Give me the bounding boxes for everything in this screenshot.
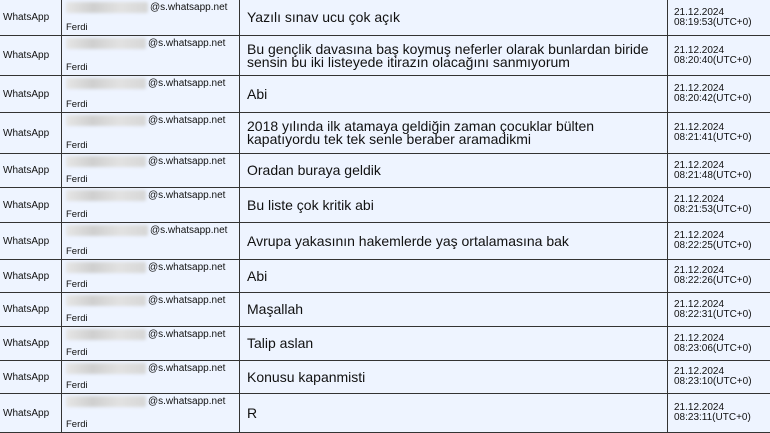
message-cell [240, 327, 668, 361]
app-cell [0, 113, 62, 154]
sender-cell [62, 76, 240, 113]
sender-cell [62, 260, 240, 293]
message-cell [240, 260, 668, 293]
message-text: Talip aslan [247, 335, 314, 351]
email-suffix: @s.whatsapp.net [148, 38, 226, 50]
app-name: WhatsApp [3, 127, 50, 139]
sender-email [66, 295, 225, 306]
timestamp-cell [668, 154, 770, 188]
message-text: Bu gençlik davasına baş koymuş neferler olarak bunlardan biride sensin bu iki listeyede itirazın olacağını sanmıyorum [247, 40, 649, 70]
message-cell [240, 0, 668, 36]
sender-email [66, 262, 225, 273]
app-name: WhatsApp [3, 371, 50, 383]
email-suffix: @s.whatsapp.net [148, 115, 226, 127]
table-row [0, 36, 770, 76]
redacted-phone [66, 78, 146, 89]
sender-name: Ferdi [66, 279, 88, 290]
timestamp-time: 08:22:31(UTC+0) [674, 308, 752, 320]
email-suffix: @s.whatsapp.net [150, 225, 228, 237]
timestamp-date: 21.12.2024 [674, 6, 725, 18]
email-suffix: @s.whatsapp.net [148, 329, 226, 341]
app-name: WhatsApp [3, 270, 50, 282]
message-text: Maşallah [247, 301, 304, 317]
email-suffix: @s.whatsapp.net [148, 156, 226, 168]
app-name: WhatsApp [3, 304, 50, 315]
table-row [0, 327, 770, 361]
sender-name: Ferdi [66, 22, 88, 33]
table-row [0, 154, 770, 188]
email-suffix: @s.whatsapp.net [148, 190, 226, 202]
timestamp-time: 08:20:40(UTC+0) [674, 54, 752, 66]
redacted-phone [66, 295, 146, 306]
message-cell [240, 154, 668, 188]
app-cell [0, 327, 62, 361]
sender-email [66, 38, 225, 49]
app-name: WhatsApp [3, 407, 50, 419]
sender-email [66, 190, 225, 201]
timestamp-cell [668, 76, 770, 113]
timestamp-cell [668, 113, 770, 154]
timestamp-time: 08:23:10(UTC+0) [674, 376, 752, 387]
sender-cell [62, 36, 240, 76]
message-cell [240, 394, 668, 433]
app-name: WhatsApp [3, 12, 50, 23]
timestamp-time: 08:21:48(UTC+0) [674, 169, 752, 181]
email-suffix: @s.whatsapp.net [148, 363, 226, 375]
app-cell [0, 361, 62, 394]
timestamp-date: 21.12.2024 [674, 402, 725, 413]
timestamp-date: 21.12.2024 [674, 230, 725, 241]
redacted-phone [66, 115, 146, 126]
message-text: Yazılı sınav ucu çok açık [247, 9, 401, 25]
timestamp-time: 08:21:53(UTC+0) [674, 204, 752, 215]
app-name: WhatsApp [3, 50, 50, 61]
redacted-phone [66, 2, 148, 13]
app-name: WhatsApp [3, 165, 50, 176]
sender-name: Ferdi [66, 140, 88, 151]
sender-email [66, 156, 225, 167]
sender-email [66, 329, 225, 340]
sender-cell [62, 394, 240, 433]
timestamp-date: 21.12.2024 [674, 194, 725, 205]
sender-name: Ferdi [66, 174, 88, 185]
redacted-phone [66, 262, 146, 273]
redacted-phone [66, 363, 146, 374]
sender-name: Ferdi [66, 380, 88, 391]
sender-cell [62, 0, 240, 36]
sender-email [66, 115, 225, 126]
app-cell [0, 223, 62, 260]
app-cell [0, 154, 62, 188]
table-row [0, 361, 770, 394]
table-row [0, 188, 770, 223]
sender-email [66, 396, 225, 407]
message-cell [240, 361, 668, 394]
app-cell [0, 394, 62, 433]
sender-name: Ferdi [66, 347, 88, 358]
table-row [0, 394, 770, 433]
sender-email [66, 363, 225, 374]
app-name: WhatsApp [3, 88, 50, 100]
timestamp-cell [668, 394, 770, 433]
message-cell [240, 188, 668, 223]
sender-email [66, 2, 227, 13]
message-text: Bu liste çok kritik abi [247, 196, 374, 213]
timestamp-time: 08:22:25(UTC+0) [674, 240, 752, 251]
timestamp-time: 08:20:42(UTC+0) [674, 93, 752, 104]
timestamp-date: 21.12.2024 [674, 44, 725, 56]
timestamp-date: 21.12.2024 [674, 332, 725, 344]
sender-cell [62, 188, 240, 223]
timestamp-time: 08:23:06(UTC+0) [674, 342, 752, 354]
timestamp-date: 21.12.2024 [674, 159, 725, 171]
table-row [0, 260, 770, 293]
timestamp-time: 08:21:41(UTC+0) [674, 132, 752, 143]
timestamp-cell [668, 0, 770, 36]
table-row [0, 76, 770, 113]
redacted-phone [66, 190, 146, 201]
message-text: Konusu kapanmisti [247, 368, 366, 385]
email-suffix: @s.whatsapp.net [150, 2, 228, 14]
app-cell [0, 36, 62, 76]
sender-email [66, 225, 227, 236]
message-cell [240, 293, 668, 327]
sender-cell [62, 327, 240, 361]
app-cell [0, 293, 62, 327]
timestamp-cell [668, 361, 770, 394]
email-suffix: @s.whatsapp.net [148, 262, 226, 274]
message-text: Abi [247, 267, 268, 284]
app-cell [0, 76, 62, 113]
timestamp-date: 21.12.2024 [674, 83, 725, 94]
redacted-phone [66, 38, 146, 49]
timestamp-time: 08:19:53(UTC+0) [674, 16, 752, 28]
sender-cell [62, 223, 240, 260]
sender-name: Ferdi [66, 313, 88, 324]
timestamp-date: 21.12.2024 [674, 122, 725, 133]
email-suffix: @s.whatsapp.net [148, 396, 226, 408]
app-cell [0, 0, 62, 36]
timestamp-date: 21.12.2024 [674, 366, 725, 377]
sender-cell [62, 113, 240, 154]
message-text: 2018 yılında ilk atamaya geldiğin zaman çocuklar bülten kapatıyordu tek tek senle beraber aramadikmi [247, 118, 595, 147]
message-cell [240, 113, 668, 154]
redacted-phone [66, 225, 148, 236]
timestamp-cell [668, 327, 770, 361]
sender-name: Ferdi [66, 246, 88, 257]
message-text: Abi [247, 85, 268, 102]
app-cell [0, 260, 62, 293]
email-suffix: @s.whatsapp.net [148, 78, 226, 90]
timestamp-cell [668, 188, 770, 223]
message-cell [240, 76, 668, 113]
timestamp-time: 08:22:26(UTC+0) [674, 275, 752, 286]
timestamp-cell [668, 293, 770, 327]
timestamp-date: 21.12.2024 [674, 298, 725, 310]
email-suffix: @s.whatsapp.net [148, 295, 226, 307]
app-name: WhatsApp [3, 199, 50, 211]
timestamp-cell [668, 223, 770, 260]
message-cell [240, 223, 668, 260]
sender-cell [62, 293, 240, 327]
timestamp-cell [668, 36, 770, 76]
sender-cell [62, 361, 240, 394]
app-cell [0, 188, 62, 223]
table-row [0, 223, 770, 260]
message-cell [240, 36, 668, 76]
message-text: Oradan buraya geldik [247, 162, 381, 178]
table-row [0, 293, 770, 327]
timestamp-date: 21.12.2024 [674, 265, 725, 276]
timestamp-cell [668, 260, 770, 293]
sender-name: Ferdi [66, 209, 88, 220]
table-row [0, 0, 770, 36]
sender-name: Ferdi [66, 62, 88, 73]
message-text: R [247, 404, 258, 421]
sender-email [66, 78, 225, 89]
sender-name: Ferdi [66, 99, 88, 110]
app-name: WhatsApp [3, 338, 50, 349]
message-text: Avrupa yakasının hakemlerde yaş ortalamasına bak [247, 232, 569, 249]
redacted-phone [66, 156, 146, 167]
redacted-phone [66, 396, 146, 407]
app-name: WhatsApp [3, 235, 50, 247]
sender-name: Ferdi [66, 419, 88, 430]
redacted-phone [66, 329, 146, 340]
timestamp-time: 08:23:11(UTC+0) [674, 412, 751, 423]
table-row [0, 113, 770, 154]
sender-cell [62, 154, 240, 188]
